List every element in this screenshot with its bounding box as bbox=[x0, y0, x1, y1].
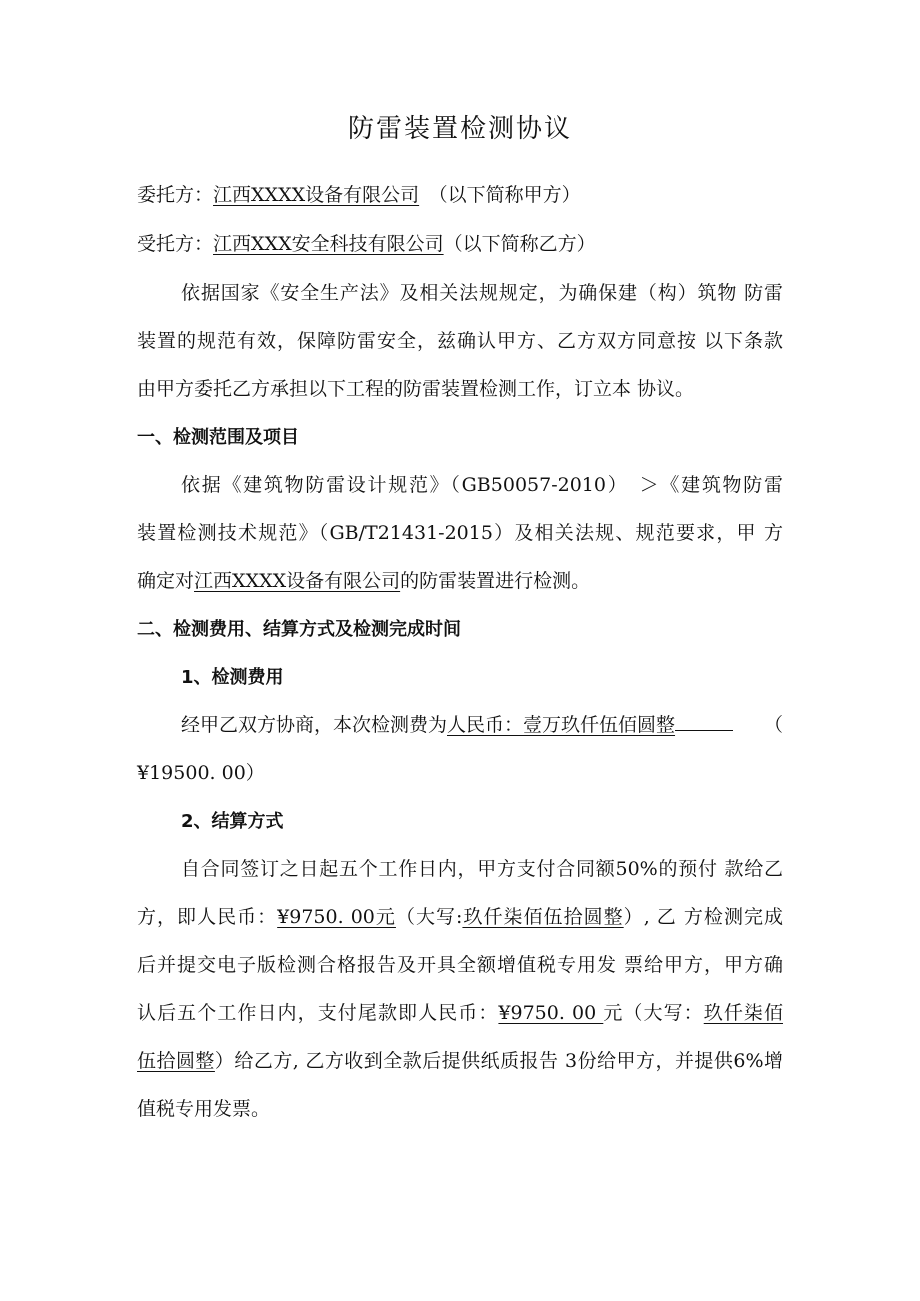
section1-line-2: 装置检测技术规范》（GB/T21431-2015）及相关法规、规范要求，甲 方 bbox=[137, 522, 783, 544]
fee-heading: 1、检测费用 bbox=[181, 667, 284, 688]
section1-company: 江西XXXX设备有限公司 bbox=[194, 570, 401, 592]
intro-line-1: 依据国家《安全生产法》及相关法规规定，为确保建（构）筑物 防雷 bbox=[181, 282, 783, 304]
intro-line-2: 装置的规范有效，保障防雷安全，兹确认甲方、乙方双方同意按 以下条款 bbox=[137, 330, 783, 352]
settlement-line-4 bbox=[137, 998, 783, 1025]
section1-line-3-pre: 确定对 bbox=[137, 570, 195, 592]
fee-amount-words: 人民币：壹万玖仟伍佰圆整 bbox=[447, 714, 676, 736]
contractor-note: （以下简称乙方） bbox=[443, 233, 596, 255]
settlement-line-6: 值税专用发票。 bbox=[137, 1098, 271, 1120]
client-name: 江西XXXX设备有限公司 bbox=[213, 184, 420, 206]
section1-line-1: 依据《建筑物防雷设计规范》（GB50057-2010） ＞《建筑物防雷 bbox=[181, 474, 783, 496]
prepay-amount: ¥9750. 00元 bbox=[277, 906, 396, 928]
settlement-line-4-pre: 认后五个工作日内，支付尾款即人民币： bbox=[137, 1002, 499, 1024]
fee-line-1 bbox=[181, 710, 783, 737]
client-label: 委托方： bbox=[137, 184, 214, 206]
settlement-line-2-mid: （大写: bbox=[395, 906, 463, 928]
contractor-line bbox=[137, 229, 787, 256]
fee-line-2: ¥19500. 00） bbox=[137, 762, 265, 784]
client-note: （以下简称甲方） bbox=[438, 184, 581, 206]
settlement-line-4-mid: 元（大写： bbox=[603, 1002, 704, 1024]
document-title: 防雷装置检测协议 bbox=[347, 114, 572, 144]
final-amount: ¥9750. 00 bbox=[498, 1002, 604, 1024]
settlement-line-3: 后并提交电子版检测合格报告及开具全额增值税专用发 票给甲方，甲方确 bbox=[137, 954, 783, 976]
section1-heading: 一、检测范围及项目 bbox=[137, 427, 299, 448]
section1-line-3 bbox=[137, 566, 787, 593]
contractor-name: 江西XXX安全科技有限公司 bbox=[213, 233, 444, 255]
settlement-line-5-post: ）给乙方, 乙方收到全款后提供纸质报告 3份给甲方，并提供6%增 bbox=[214, 1050, 783, 1072]
fee-line-1-pre: 经甲乙双方协商，本次检测费为 bbox=[181, 714, 448, 736]
section2-heading: 二、检测费用、结算方式及检测完成时间 bbox=[137, 619, 461, 640]
contractor-label: 受托方： bbox=[137, 233, 214, 255]
settlement-heading: 2、结算方式 bbox=[181, 811, 284, 832]
section1-line-3-post: 的防雷装置进行检测。 bbox=[400, 570, 591, 592]
final-amount-words-2: 伍拾圆整 bbox=[137, 1050, 215, 1072]
settlement-line-2-post: ）, 乙 方检测完成 bbox=[623, 906, 783, 928]
client-line bbox=[137, 180, 787, 207]
settlement-line-2-pre: 方，即人民币： bbox=[137, 906, 278, 928]
settlement-line-2 bbox=[137, 902, 783, 929]
final-amount-words-1: 玖仟柒佰 bbox=[703, 1002, 783, 1024]
fee-blank-line bbox=[675, 729, 733, 731]
prepay-amount-words: 玖仟柒佰伍拾圆整 bbox=[462, 906, 624, 928]
intro-line-3: 由甲方委托乙方承担以下工程的防雷装置检测工作，订立本 协议。 bbox=[137, 378, 695, 400]
fee-line-1-post: （ bbox=[763, 714, 783, 736]
settlement-line-1: 自合同签订之日起五个工作日内，甲方支付合同额50%的预付 款给乙 bbox=[181, 858, 783, 880]
settlement-line-5 bbox=[137, 1046, 783, 1073]
